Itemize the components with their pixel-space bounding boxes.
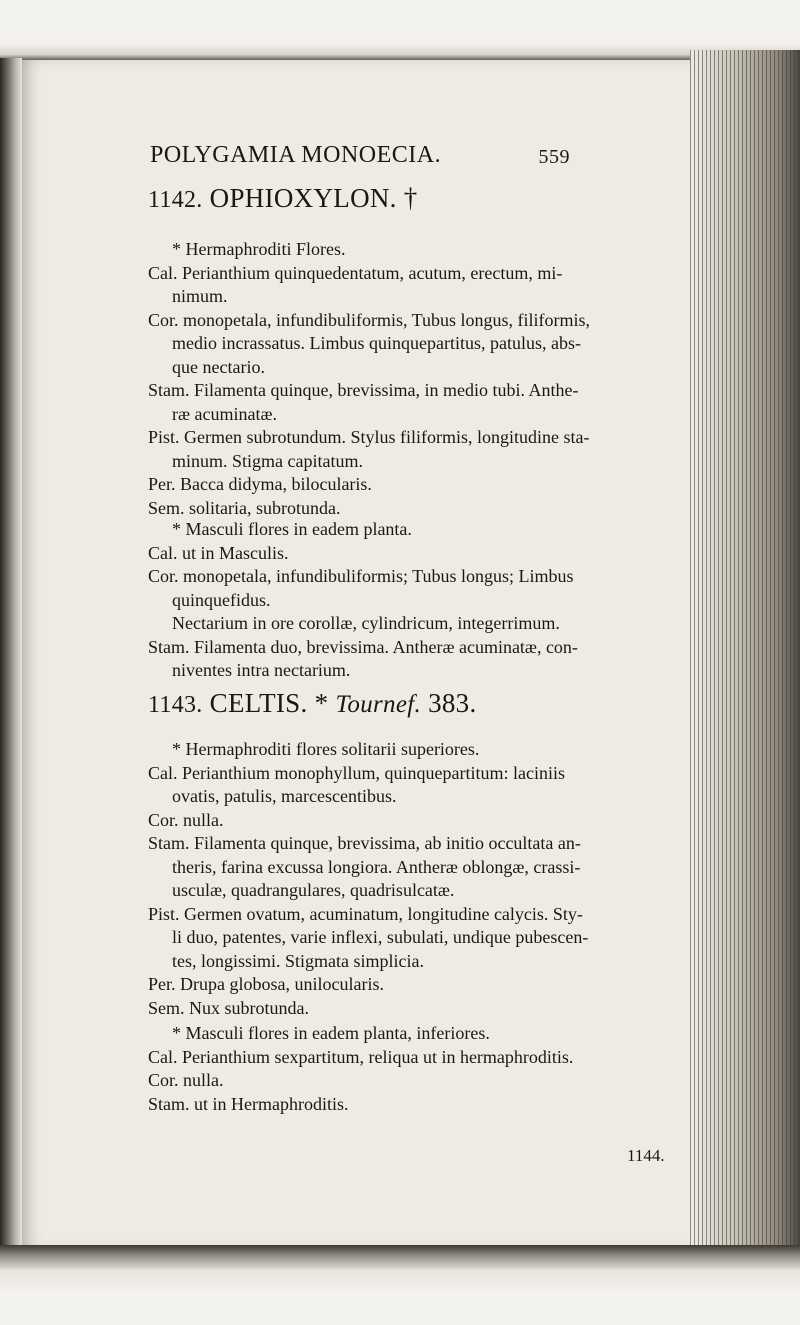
- text-line: Cal. Perianthium quinquedentatum, acutum, erectum, mi-: [148, 262, 563, 283]
- text-line: Pist. Germen ovatum, acuminatum, longitudine calycis. Sty-: [148, 903, 583, 924]
- text-line: Pist. Germen subrotundum. Stylus filiformis, longitudine sta-: [148, 427, 590, 447]
- top-page-edge: [0, 0, 800, 62]
- celtis-male-description: [148, 1022, 693, 1116]
- catchword: 1144.: [627, 1146, 665, 1165]
- genus-name: OPHIOXYLON.: [209, 183, 397, 213]
- text-line: Stam. Filamenta quinque, brevissima, ab initio occultata an-: [148, 833, 581, 853]
- text-line: ovatis, patulis, marcescentibus.: [172, 786, 397, 806]
- genus-name: CELTIS.: [209, 688, 308, 718]
- genus-number: 1142.: [148, 187, 203, 213]
- text-line: medio incrassatus. Limbus quinquepartitus, patulus, abs-: [172, 333, 581, 353]
- text-line: Per. Bacca didyma, bilocularis.: [148, 474, 372, 494]
- text-line: Cor. nulla.: [148, 809, 224, 830]
- text-line: Cor. nulla.: [148, 1070, 224, 1090]
- text-line: Sem. Nux subrotunda.: [148, 997, 309, 1018]
- text-line: * Hermaphroditi Flores.: [172, 239, 346, 259]
- genus-heading-ophioxylon: [148, 183, 418, 214]
- text-line: * Masculi flores in eadem planta, inferiores.: [172, 1023, 490, 1043]
- running-title: POLYGAMIA MONOECIA.: [150, 142, 442, 168]
- ophioxylon-male-description: [148, 518, 693, 683]
- text-line: Nectarium in ore corollæ, cylindricum, integerrimum.: [172, 613, 560, 633]
- genus-authority: Tournef.: [335, 691, 422, 718]
- text-line: Stam. ut in Hermaphroditis.: [148, 1093, 349, 1114]
- running-header: [150, 142, 570, 169]
- text-line: Stam. Filamenta duo, brevissima. Antheræ acuminatæ, con-: [148, 636, 578, 657]
- page-fore-edge: [690, 50, 800, 1265]
- genus-mark: *: [314, 688, 329, 718]
- text-line: theris, farina excussa longiora. Antheræ oblongæ, crassi-: [172, 856, 581, 877]
- bottom-page-edge: [0, 1245, 800, 1325]
- text-line: tes, longissimi. Stigmata simplicia.: [172, 950, 424, 971]
- text-line: nimum.: [172, 286, 228, 306]
- ophioxylon-hermaphrodite-description: [148, 238, 693, 520]
- genus-heading-celtis: [148, 688, 477, 719]
- text-line: * Hermaphroditi flores solitarii superiores.: [172, 739, 480, 759]
- text-line: Cal. Perianthium monophyllum, quinquepartitum: laciniis: [148, 762, 565, 783]
- text-line: Cor. monopetala, infundibuliformis; Tubus longus; Limbus: [148, 566, 574, 586]
- text-line: Cal. ut in Masculis.: [148, 542, 289, 563]
- text-line: usculæ, quadrangulares, quadrisulcatæ.: [172, 880, 455, 900]
- text-line: Per. Drupa globosa, unilocularis.: [148, 974, 384, 994]
- text-line: Cor. monopetala, infundibuliformis, Tubus longus, filiformis,: [148, 309, 591, 330]
- text-line: Stam. Filamenta quinque, brevissima, in medio tubi. Anthe-: [148, 380, 579, 400]
- text-line: li duo, patentes, varie inflexi, subulati, undique pubescen-: [172, 927, 589, 947]
- text-line: quinquefidus.: [172, 589, 271, 610]
- genus-mark: †: [403, 183, 418, 213]
- text-line: minum. Stigma capitatum.: [172, 450, 363, 471]
- genus-number: 1143.: [148, 692, 203, 718]
- book-spine-shadow: [0, 58, 22, 1258]
- celtis-hermaphrodite-description: [148, 738, 693, 1020]
- text-line: Sem. solitaria, subrotunda.: [148, 497, 341, 518]
- text-line: ræ acuminatæ.: [172, 403, 277, 424]
- text-line: niventes intra nectarium.: [172, 660, 351, 680]
- genus-reference: 383.: [428, 688, 477, 718]
- page-number: 559: [538, 146, 570, 168]
- text-line: Cal. Perianthium sexpartitum, reliqua ut in hermaphroditis.: [148, 1046, 574, 1067]
- text-line: * Masculi flores in eadem planta.: [172, 519, 412, 539]
- text-line: que nectario.: [172, 356, 265, 377]
